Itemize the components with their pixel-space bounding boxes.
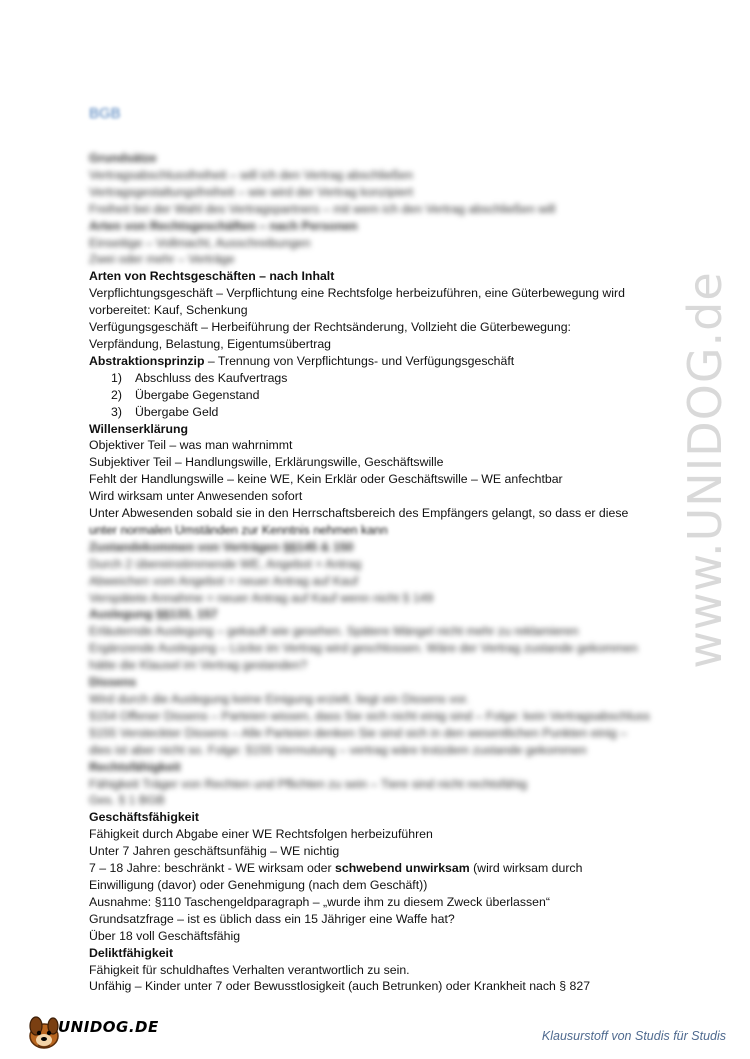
document-body — [89, 104, 679, 995]
text-line: Wird wirksam unter Anwesenden sofort — [89, 489, 303, 504]
text-line: Unter 7 Jahren geschäftsunfähig – WE nichtig — [89, 844, 340, 859]
watermark: www.UNIDOG.de — [678, 271, 732, 669]
list-text: Abschluss des Kaufvertrags — [135, 370, 288, 385]
text-line: Einwilligung (davor) oder Genehmigung (nach dem Geschäft)) — [89, 877, 428, 892]
text-line: Vertragsabschlussfreiheit – will ich den Vertrag abschließen — [89, 167, 413, 182]
text-line: Abweichen vom Angebot = neuer Antrag auf Kauf — [89, 573, 359, 588]
text-span: – Trennung von Verpflichtungs- und Verfügungsgeschäft — [204, 353, 515, 368]
section-heading: Dissens — [89, 675, 137, 690]
text-line: Unfähig – Kinder unter 7 oder Bewusstlosigkeit (auch Betrunken) oder Krankheit nach § 827 — [89, 979, 591, 994]
bold-term: schwebend unwirksam — [335, 861, 470, 876]
text-line: Grundsatzfrage – ist es üblich dass ein 15 Jähriger eine Waffe hat? — [89, 911, 455, 926]
section-geschaeftsfaehigkeit — [89, 809, 679, 944]
section-heading: Deliktfähigkeit — [89, 945, 174, 960]
text-line: Einseitige – Vollmacht, Ausschreibungen — [89, 235, 311, 250]
section-deliktfaehigkeit — [89, 945, 679, 996]
section-rechtsgeschaefte-inhalt — [89, 268, 679, 420]
logo-text: UNIDOG.DE — [58, 1018, 159, 1036]
text-line: Verpfändung, Belastung, Eigentumsübertrag — [89, 336, 332, 351]
text-span: (wird wirksam durch — [469, 861, 583, 876]
list-item — [89, 387, 679, 404]
text-line: Verspätete Annahme = neuer Antrag auf Kauf wenn nicht § 149 — [89, 590, 434, 605]
section-heading: Willenserklärung — [89, 421, 188, 436]
text-line: Fähigkeit Träger von Rechten und Pflichten zu sein – Tiere sind nicht rechtsfähig — [89, 776, 528, 791]
text-line: Vertragsgestaltungsfreiheit – wie wird der Vertrag konzipiert — [89, 184, 413, 199]
list-number: 3) — [111, 404, 122, 419]
text-line: hätte die Klausel im Vertrag gestanden? — [89, 658, 308, 673]
text-line: Durch 2 übereinstimmende WE, Angebot + Antrag — [89, 556, 362, 571]
text-line: §154 Offener Dissens – Parteien wissen, dass Sie sich nicht einig sind – Folge: kein Vertragsabschluss — [89, 708, 650, 723]
text-line: Unter Abwesenden sobald sie in den Herrschaftsbereich des Empfängers gelangt, so dass er diese — [89, 506, 629, 521]
blurred-section-top — [89, 150, 679, 268]
list-text: Übergabe Gegenstand — [135, 387, 260, 402]
text-line: Fähigkeit für schuldhaftes Verhalten verantwortlich zu sein. — [89, 962, 410, 977]
section-heading: Geschäftsfähigkeit — [89, 810, 200, 825]
text-line: Ergänzende Auslegung – Lücke im Vertrag wird geschlossen. Wäre der Vertrag zustande gekommen — [89, 641, 638, 656]
section-heading: Arten von Rechtsgeschäften – nach Inhalt — [89, 269, 335, 284]
section-heading: Arten von Rechtsgeschäften – nach Personen — [89, 218, 358, 233]
age-line — [89, 860, 679, 877]
section-willenserklaerung — [89, 421, 679, 539]
list-item — [89, 404, 679, 421]
text-line: vorbereitet: Kauf, Schenkung — [89, 303, 248, 318]
text-line: Zwei oder mehr – Verträge — [89, 252, 235, 267]
list-number: 2) — [111, 387, 122, 402]
text-line: Erläuternde Auslegung – gekauft wie gesehen. Spätere Mängel nicht mehr zu reklamieren — [89, 624, 579, 639]
text-line: Subjektiver Teil – Handlungswille, Erklärungswille, Geschäftswille — [89, 455, 444, 470]
list-number: 1) — [111, 370, 122, 385]
document-title: BGB — [89, 105, 121, 122]
list-text: Übergabe Geld — [135, 404, 219, 419]
text-line: dies ist aber nicht so. Folge: §155 Vermutung – vertrag wäre trotzdem zustande gekommen — [89, 742, 587, 757]
blurred-section-middle — [89, 539, 679, 810]
text-span: 7 – 18 Jahre: beschränkt - WE wirksam oder — [89, 861, 336, 876]
section-heading: Grundsätze — [89, 151, 157, 165]
text-line: Objektiver Teil – was man wahrnimmt — [89, 438, 293, 453]
text-line: Verfügungsgeschäft – Herbeiführung der Rechtsänderung, Vollzieht die Güterbewegung: — [89, 320, 571, 335]
text-line: Fähigkeit durch Abgabe einer WE Rechtsfolgen herbeizuführen — [89, 827, 433, 842]
text-line: unter normalen Umständen zur Kenntnis nehmen kann — [89, 522, 388, 537]
list-item — [89, 370, 679, 387]
footer-slogan: Klausurstoff von Studis für Studis — [541, 1029, 726, 1043]
text-line: Ausnahme: §110 Taschengeldparagraph – „wurde ihm zu diesem Zweck überlassen“ — [89, 894, 550, 909]
bold-term: Abstraktionsprinzip — [89, 353, 205, 368]
text-line: Wird durch die Auslegung keine Einigung erzielt, liegt ein Dissens vor. — [89, 692, 470, 706]
section-heading: Auslegung §§133, 157 — [89, 607, 218, 622]
abstraktion-line — [89, 353, 679, 370]
text-line: Verpflichtungsgeschäft – Verpflichtung eine Rechtsfolge herbeizuführen, eine Güterbewegung wird — [89, 286, 625, 301]
section-heading: Zustandekommen von Verträgen §§145 & 150 — [89, 539, 354, 554]
text-line: Freiheit bei der Wahl des Vertragspartners – mit wem ich den Vertrag abschließen will — [89, 201, 556, 216]
text-line: Fehlt der Handlungswille – keine WE, Kein Erklär oder Geschäftswille – WE anfechtbar — [89, 472, 563, 487]
text-line: Über 18 voll Geschäftsfähig — [89, 928, 241, 943]
section-heading: Rechtsfähigkeit — [89, 759, 181, 774]
text-line: Ges. § 1 BGB — [89, 793, 165, 808]
text-line: §155 Versteckter Dissens – Alle Parteien denken Sie sind sich in den wesentlichen Punkten einig – — [89, 725, 627, 740]
